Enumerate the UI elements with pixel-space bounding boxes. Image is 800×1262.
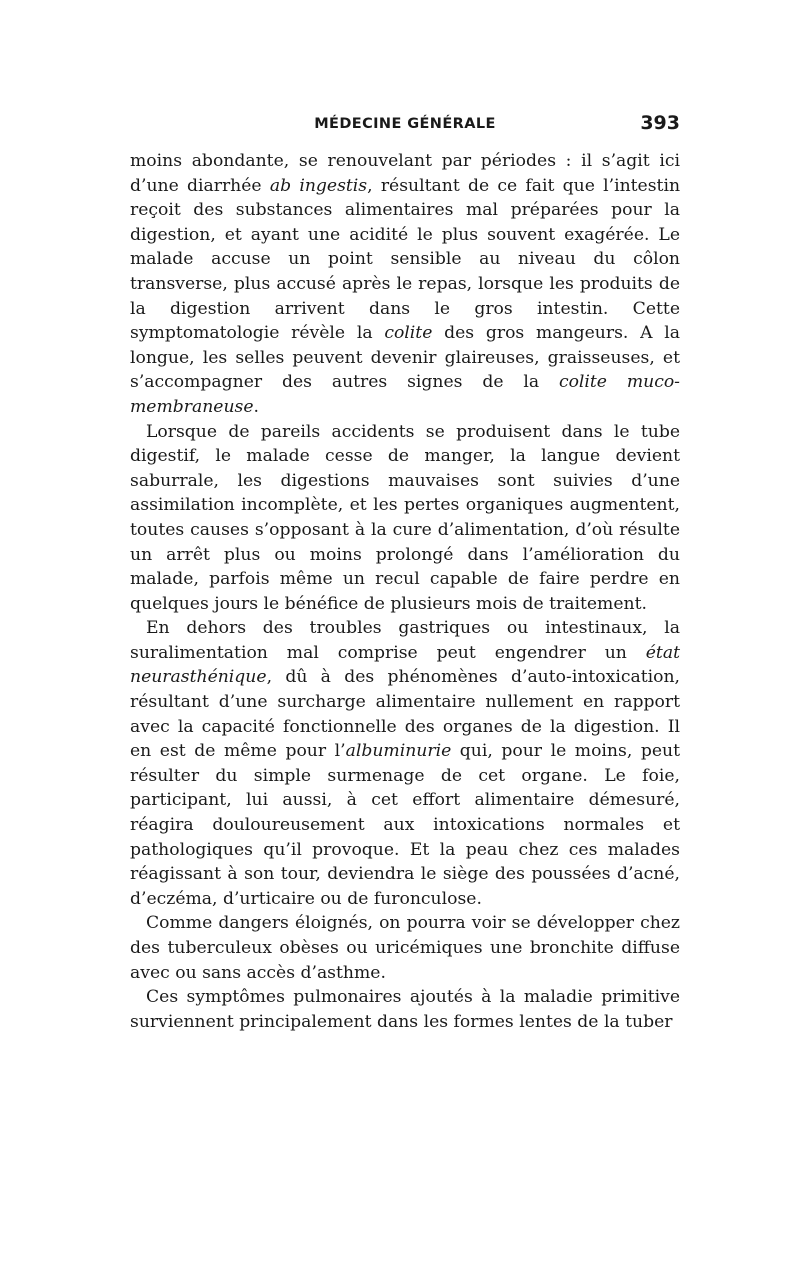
text-segment: .	[253, 396, 260, 417]
text-segment: des gros mangeurs. A la longue, les selles peuvent devenir glaireuses, graisseuses, et s’accompagner des autres signes de la	[130, 323, 680, 393]
text-segment: Comme dangers éloignés, on pourra voir se développer chez des tuberculeux obèses ou uricémiques une bronchite diffuse avec ou sans accès d’asthme.	[130, 913, 680, 983]
page-header	[130, 112, 680, 140]
paragraph	[130, 149, 680, 420]
text-segment: moins abondante, se renouvelant par périodes : il s’agit ici d’une diarrhée	[130, 151, 680, 196]
paragraph	[130, 616, 680, 911]
text-segment: qui, pour le moins, peut résulter du simple surmenage de cet organe. Le foie, participant, lui aussi, à cet effort alimentaire démesuré, réagira douloureusement aux intoxications normales et pathologiques qu’il provoque. Et la peau chez ces malades réagissant à son tour, deviendra le siège des poussées d’acné, d’eczéma, d’urticaire ou de furonculose.	[130, 741, 680, 909]
book-page	[130, 112, 680, 1034]
italic-term: ab ingestis	[269, 175, 368, 196]
italic-term: albuminurie	[345, 741, 452, 762]
page-number: 393	[640, 112, 680, 134]
running-head: MÉDECINE GÉNÉRALE	[314, 116, 496, 132]
paragraph	[130, 911, 680, 985]
text-segment: En dehors des troubles gastriques ou intestinaux, la suralimentation mal comprise peut engendrer un	[130, 618, 680, 663]
italic-term: colite mucomembraneuse	[130, 372, 680, 417]
paragraph	[130, 985, 680, 1034]
italic-term: état neurasthénique	[130, 642, 680, 688]
body-text	[130, 149, 680, 1034]
italic-term: colite	[384, 323, 433, 344]
paragraph	[130, 420, 680, 617]
text-segment: Lorsque de pareils accidents se produisent dans le tube digestif, le malade cesse de manger, la langue devient saburrale, les digestions mauvaises sont suivies d’une assimilation incomplète, et les pertes organiques augmentent, toutes causes s’opposant à la cure d’alimentation, d’où résulte un arrêt plus ou moins prolongé dans l’amélioration du malade, parfois même un recul capable de faire perdre en quelques jours le bénéfice de plusieurs mois de traitement.	[130, 421, 680, 614]
text-segment: Ces symptômes pulmonaires ajoutés à la maladie primitive surviennent principalement dans les formes lentes de la tuber	[130, 987, 680, 1032]
text-segment: , dû à des phénomènes d’auto-intoxication, résultant d’une surcharge alimentaire nullement en rapport avec la capacité fonctionnelle des organes de la digestion. Il en est de même pour l’	[130, 667, 680, 762]
text-segment: , résultant de ce fait que l’intestin reçoit des substances alimentaires mal préparées pour la digestion, et ayant une acidité le plus souvent exagérée. Le malade accuse un point sensible au niveau du côlon transverse, plus accusé après le repas, lorsque les produits de la digestion arrivent dans le gros intestin. Cette symptomatologie révèle la	[130, 175, 681, 344]
